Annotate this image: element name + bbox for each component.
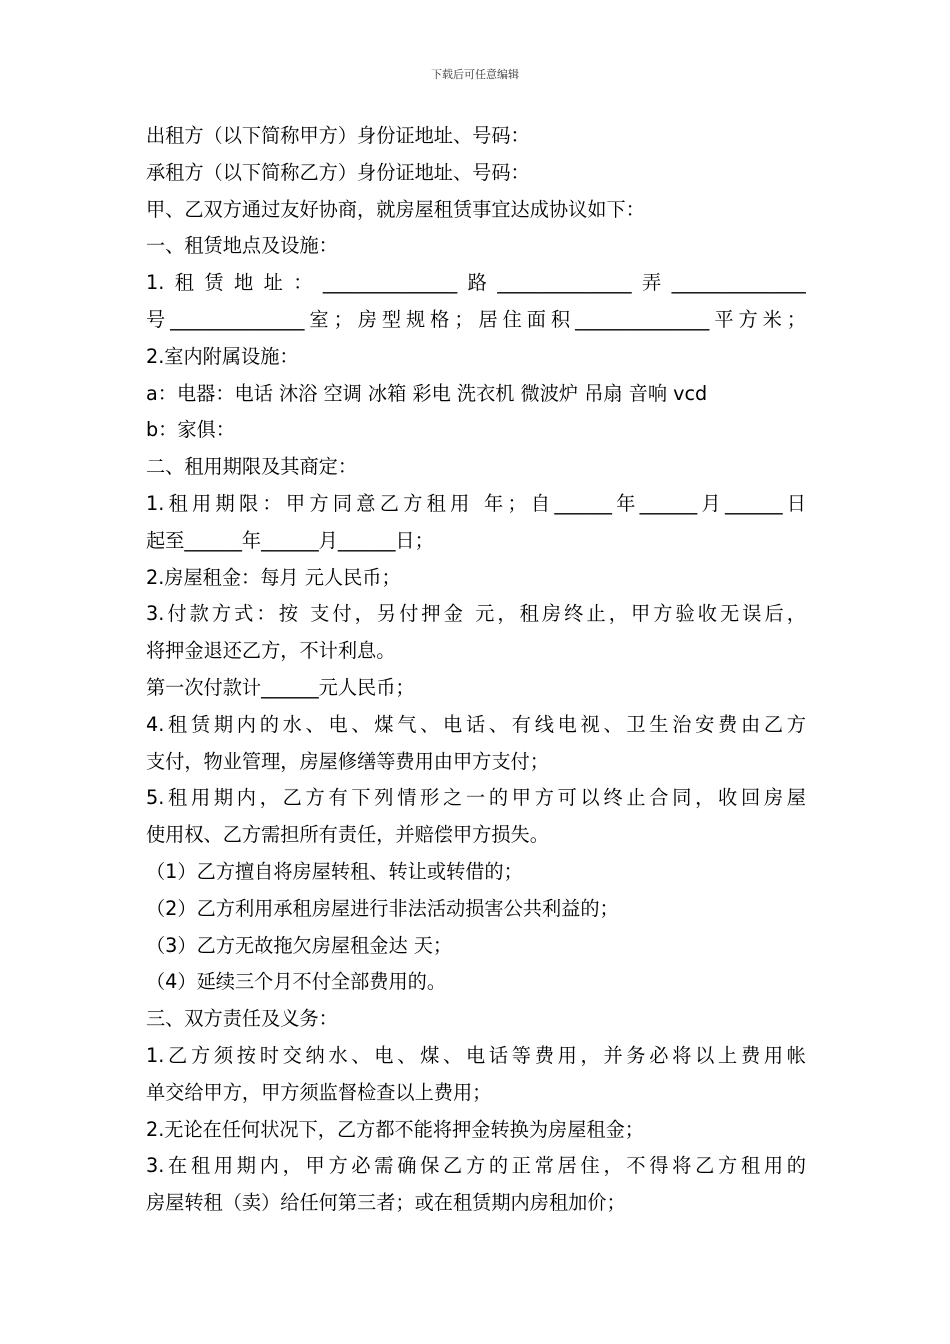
text-line: 甲、乙双方通过友好协商，就房屋租赁事宜达成协议如下： bbox=[146, 197, 645, 221]
text-line: 出租方（以下简称甲方）身份证地址、号码： bbox=[146, 124, 530, 147]
text-line: 2.无论在任何状况下，乙方都不能将押金转换为房屋租金； bbox=[146, 1117, 644, 1141]
text-line: 起至______年______月______日； bbox=[146, 528, 434, 552]
text-line: 将押金退还乙方，不计利息。 bbox=[146, 639, 396, 663]
page-header: 下载后可任意编辑 bbox=[431, 68, 519, 81]
list-item: （2）乙方利用承租房屋进行非法活动损害公共利益的； bbox=[146, 896, 619, 920]
text-line: 单交给甲方，甲方须监督检查以上费用； bbox=[146, 1080, 492, 1104]
text-line: 房屋转租（卖）给任何第三者；或在租赁期内房租加价； bbox=[146, 1191, 626, 1215]
list-item: （4）延续三个月不付全部费用的。 bbox=[146, 970, 447, 994]
text-line: 1.乙方须按时交纳水、电、煤、电话等费用，并务必将以上费用帐 bbox=[146, 1043, 806, 1067]
section-heading: 二、租用期限及其商定： bbox=[146, 455, 358, 479]
list-item: （3）乙方无故拖欠房屋租金达 天； bbox=[146, 933, 453, 957]
text-line: 承租方（以下简称乙方）身份证地址、号码： bbox=[146, 160, 530, 184]
text-line: 1.租用期限：甲方同意乙方租用 年；自______年______月______日 bbox=[146, 491, 806, 515]
text-line: 第一次付款计______元人民币； bbox=[146, 675, 415, 699]
text-line: 1.租赁地址：______________路______________弄______________ bbox=[146, 271, 806, 295]
text-line: 号______________室；房型规格；居住面积______________平方米； bbox=[146, 307, 806, 331]
text-line: 支付，物业管理，房屋修缮等费用由甲方支付； bbox=[146, 749, 549, 773]
text-line: a：电器：电话 沐浴 空调 冰箱 彩电 洗衣机 微波炉 吊扇 音响 vcd bbox=[146, 381, 708, 405]
section-heading: 一、租赁地点及设施： bbox=[146, 234, 338, 258]
text-line: 4.租赁期内的水、电、煤气、电话、有线电视、卫生治安费由乙方 bbox=[146, 712, 806, 736]
text-line: 2.房屋租金：每月 元人民币； bbox=[146, 565, 401, 589]
text-line: 3.在租用期内，甲方必需确保乙方的正常居住，不得将乙方租用的 bbox=[146, 1154, 806, 1178]
section-heading: 三、双方责任及义务： bbox=[146, 1007, 338, 1031]
document-body bbox=[146, 118, 806, 1222]
text-line: b：家俱： bbox=[146, 418, 235, 442]
text-line: 5.租用期内，乙方有下列情形之一的甲方可以终止合同，收回房屋 bbox=[146, 786, 806, 810]
list-item: （1）乙方擅自将房屋转租、转让或转借的； bbox=[146, 859, 523, 883]
text-line: 3.付款方式：按 支付，另付押金 元，租房终止，甲方验收无误后， bbox=[146, 602, 806, 626]
text-line: 2.室内附属设施： bbox=[146, 344, 299, 368]
text-line: 使用权、乙方需担所有责任，并赔偿甲方损失。 bbox=[146, 823, 549, 847]
